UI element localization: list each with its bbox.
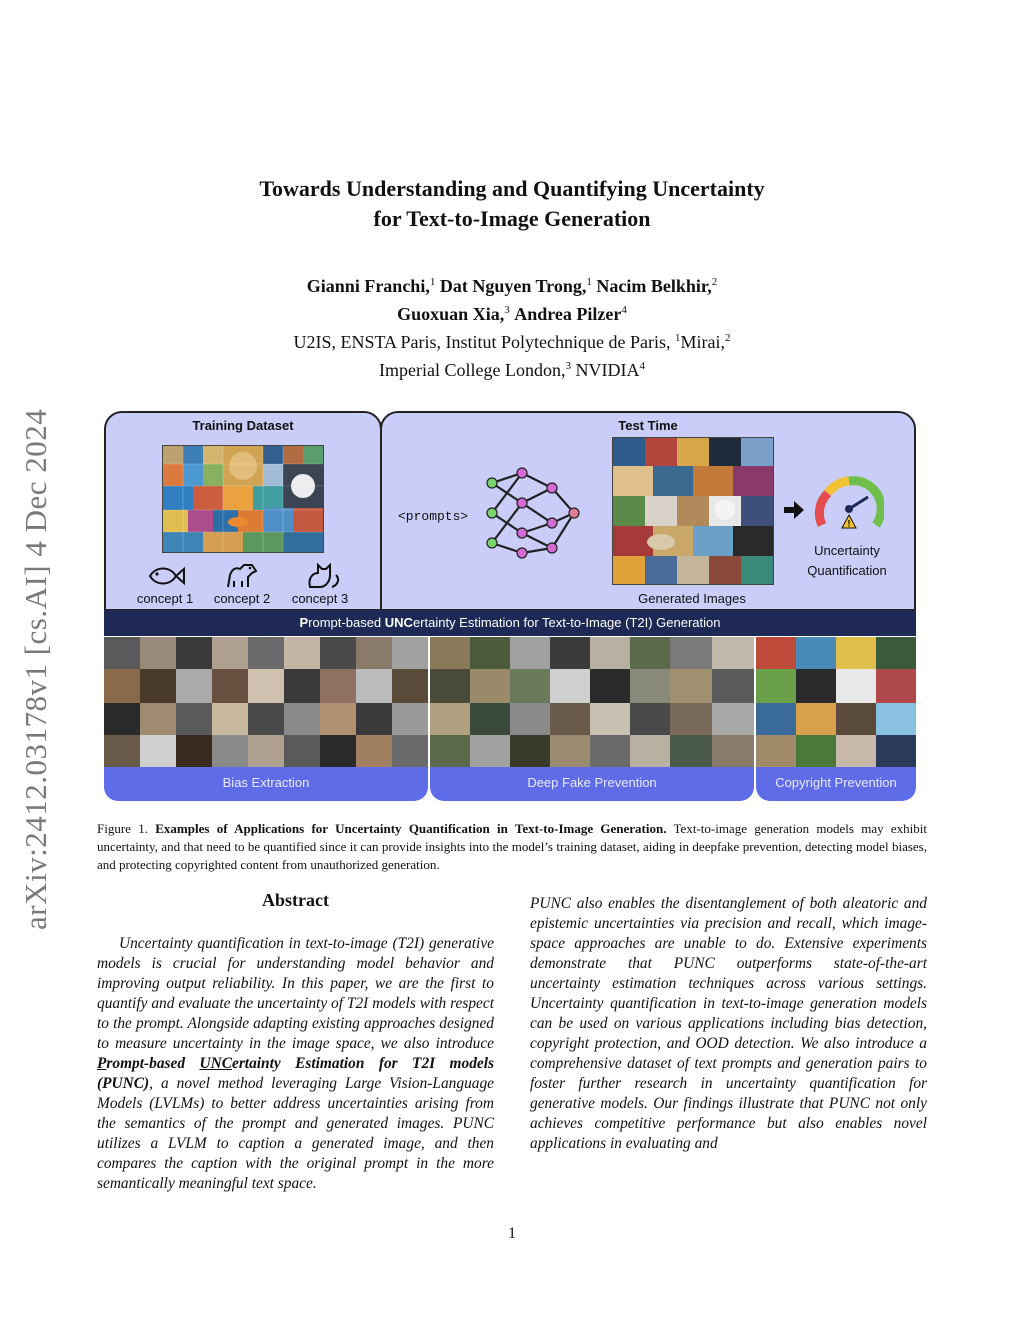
arrow-right-icon [784,501,804,519]
affiliation-line-2 [150,354,874,382]
author-name: Gianni Franchi, [306,276,430,296]
band-text: ertainty Estimation for Text-to-Image (T2I) Generation [412,615,721,630]
author-name: Andrea Pilzer [514,304,622,324]
abstract-text: Uncertainty quantification in text-to-image (T2I) generative models is crucial for understanding model behavior and improving output reliability. In this paper, we are the first to quantify and evaluate the uncertainty of T2I models with respect to the prompt. Alongside adapting existing approaches designed to measure uncertainty in the image space, we also introduce [97,935,494,1052]
punc-emph: ertainty Estimation for T2I models (PUNC) [97,1055,494,1092]
bias-photo-strip [104,637,428,767]
author-line-2 [150,298,874,326]
training-title: Training Dataset [192,418,294,433]
affil-mark: 1 [429,276,436,288]
uq-line-1: Uncertainty [814,543,880,558]
affil-mark: 4 [639,360,645,372]
cat-icon [302,559,342,589]
affil-mark: 4 [621,304,627,316]
affil-mark: 1 [675,332,681,344]
copyright-prevention-label: Copyright Prevention [756,767,916,801]
deepfake-photo-strip [430,637,754,767]
affiliation-text: Imperial College London, [379,360,566,380]
abstract-left-column [97,934,494,1194]
punc-emph: UNC [199,1055,232,1072]
dog-icon [222,559,262,589]
affil-mark: 2 [711,276,718,288]
abstract-text: , a novel method leveraging Large Vision-Language Models (LVLMs) to better address uncertainties arising from the semantics of the prompt and generated images. PUNC utilizes a LVLM to caption a generated image, and then compares the caption with the original prompt in the more semantically meaningful text space. [97,1075,494,1192]
copyright-photo-strip [756,637,916,767]
deepfake-prevention-label: Deep Fake Prevention [430,767,754,801]
band-bold: UNC [384,615,413,630]
training-panel [104,411,382,611]
abstract-heading: Abstract [262,890,329,910]
affiliation-text: U2IS, ENSTA Paris, Institut Polytechnique de Paris, [293,332,671,352]
abstract-right-column: PUNC also enables the disentanglement of both aleatoric and epistemic uncertainties via precision and recall, which image-space approaches are unable to do. Extensive experiments demonstrate that PUNC outperforms state-of-the-art uncertainty estimation techniques across various settings. Uncertainty quantification in text-to-image generation models can be used on various applications including bias detection, copyright protection, and OOD detection. We also introduce a comprehensive dataset of text prompts and generation pairs to foster further research in uncertainty quantification for generative models. Our findings illustrate that PUNC not only achieves competitive performance but also enables novel applications in evaluating and [530,895,927,1152]
title-line-2: for Text-to-Image Generation [373,206,651,231]
author-block [150,270,874,382]
figure-1 [104,411,916,803]
fish-icon [146,561,186,591]
affiliation-text: Mirai, [680,332,726,352]
caption-bold: Examples of Applications for Uncertainty Quantification in Text-to-Image Generation. [155,821,667,836]
affil-mark: 3 [504,304,510,316]
arxiv-side-stamp: arXiv:2412.03178v1 [cs.AI] 4 Dec 2024 [18,408,53,930]
affiliation-text: NVIDIA [575,360,640,380]
affiliation-line-1 [150,326,874,354]
test-time-title: Test Time [618,418,678,433]
generated-images-mosaic [612,437,774,585]
band-text: rompt-based [308,615,385,630]
author-name: Dat Nguyen Trong, [439,276,587,296]
affil-mark: 1 [586,276,592,288]
caption-text: Text-to-image generation models may exhibit uncertainty, and that need to be quantified since it can provide insights into the model’s training dataset, aiding in deepfake prevention, detecting model biases, and protecting copyrighted content from unauthorized generation. [97,821,927,872]
punc-emph: rompt-based [106,1055,200,1072]
author-name: Guoxuan Xia, [397,304,505,324]
training-mosaic-image [162,445,324,553]
punc-emph: P [97,1055,107,1072]
neural-network-icon [482,463,582,563]
punc-band [104,610,916,636]
page-number: 1 [508,1225,516,1242]
prompts-label: <prompts> [398,509,469,524]
concept-3-label: concept 3 [291,591,349,606]
band-bold: P [299,615,309,630]
gauge-icon [814,473,884,535]
uq-label [792,541,902,581]
caption-label: Figure 1. [97,821,148,836]
concept-2-label: concept 2 [213,591,271,606]
paper-title [150,174,874,234]
author-name: Nacim Belkhir, [596,276,712,296]
test-time-panel [380,411,916,611]
figure-caption [97,820,927,874]
title-line-1: Towards Understanding and Quantifying Uncertainty [259,176,765,201]
generated-images-label: Generated Images [638,591,746,606]
affil-mark: 3 [565,360,571,372]
affil-mark: 2 [725,332,731,344]
author-line-1 [150,270,874,298]
concept-1-label: concept 1 [136,591,194,606]
bias-extraction-label: Bias Extraction [104,767,428,801]
svg-text:!: ! [847,518,851,529]
uq-line-2: Quantification [807,563,887,578]
